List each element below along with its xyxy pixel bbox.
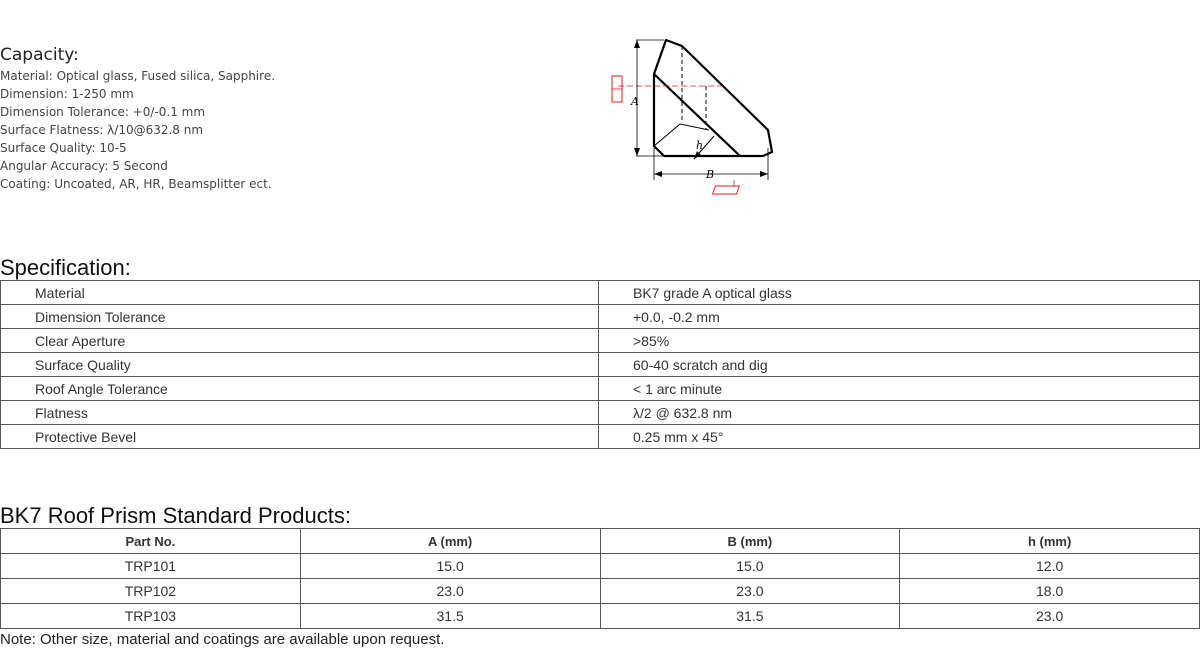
roof-prism-diagram bbox=[606, 36, 786, 198]
products-table bbox=[0, 528, 1200, 629]
capacity-section bbox=[0, 44, 560, 193]
spec-label: Clear Aperture bbox=[1, 329, 599, 353]
table-row bbox=[1, 377, 1200, 401]
header-a-mm: A (mm) bbox=[300, 529, 600, 554]
table-row bbox=[1, 604, 1200, 629]
table-row bbox=[1, 401, 1200, 425]
capacity-angular-accuracy: Angular Accuracy: 5 Second bbox=[0, 159, 168, 173]
part-no-cell: TRP103 bbox=[1, 604, 301, 629]
datum-marker-bottom bbox=[713, 186, 740, 194]
a-mm-cell: 23.0 bbox=[300, 579, 600, 604]
b-mm-cell: 31.5 bbox=[600, 604, 900, 629]
spec-label: Flatness bbox=[1, 401, 599, 425]
spec-value: 60-40 scratch and dig bbox=[599, 353, 1200, 377]
table-row bbox=[1, 579, 1200, 604]
table-row bbox=[1, 554, 1200, 579]
capacity-title: Capacity: bbox=[0, 45, 79, 65]
part-no-cell: TRP101 bbox=[1, 554, 301, 579]
spec-label: Protective Bevel bbox=[1, 425, 599, 449]
a-mm-cell: 31.5 bbox=[300, 604, 600, 629]
spec-value: < 1 arc minute bbox=[599, 377, 1200, 401]
b-mm-cell: 15.0 bbox=[600, 554, 900, 579]
spec-label: Material bbox=[1, 281, 599, 305]
capacity-dimension: Dimension: 1-250 mm bbox=[0, 87, 134, 101]
spec-value: +0.0, -0.2 mm bbox=[599, 305, 1200, 329]
capacity-surface-quality: Surface Quality: 10-5 bbox=[0, 141, 127, 155]
spec-label: Roof Angle Tolerance bbox=[1, 377, 599, 401]
capacity-material: Material: Optical glass, Fused silica, Sapphire. bbox=[0, 69, 276, 83]
diagram-label-h: h bbox=[696, 139, 704, 152]
h-mm-cell: 23.0 bbox=[900, 604, 1200, 629]
h-mm-cell: 12.0 bbox=[900, 554, 1200, 579]
capacity-dimension-tolerance: Dimension Tolerance: +0/-0.1 mm bbox=[0, 105, 206, 119]
specification-table bbox=[0, 280, 1200, 449]
b-mm-cell: 23.0 bbox=[600, 579, 900, 604]
header-h-mm: h (mm) bbox=[900, 529, 1200, 554]
capacity-coating: Coating: Uncoated, AR, HR, Beamsplitter ect. bbox=[0, 177, 272, 191]
header-part-no: Part No. bbox=[1, 529, 301, 554]
spec-label: Dimension Tolerance bbox=[1, 305, 599, 329]
spec-value: BK7 grade A optical glass bbox=[599, 281, 1200, 305]
specification-title: Specification: bbox=[0, 255, 131, 280]
spec-label: Surface Quality bbox=[1, 353, 599, 377]
availability-note: Note: Other size, material and coatings are available upon request. bbox=[0, 631, 445, 648]
table-row bbox=[1, 353, 1200, 377]
a-mm-cell: 15.0 bbox=[300, 554, 600, 579]
table-row bbox=[1, 281, 1200, 305]
spec-value: λ/2 @ 632.8 nm bbox=[599, 401, 1200, 425]
table-row bbox=[1, 425, 1200, 449]
spec-value: >85% bbox=[599, 329, 1200, 353]
part-no-cell: TRP102 bbox=[1, 579, 301, 604]
diagram-label-a: A bbox=[631, 95, 639, 108]
diagram-label-b: B bbox=[706, 168, 715, 181]
table-header-row bbox=[1, 529, 1200, 554]
products-title: BK7 Roof Prism Standard Products: bbox=[0, 503, 351, 528]
prism-outline bbox=[654, 40, 772, 156]
header-b-mm: B (mm) bbox=[600, 529, 900, 554]
roof-prism-drawing bbox=[606, 36, 786, 198]
table-row bbox=[1, 305, 1200, 329]
capacity-surface-flatness: Surface Flatness: λ/10@632.8 nm bbox=[0, 123, 204, 137]
spec-value: 0.25 mm x 45° bbox=[599, 425, 1200, 449]
table-row bbox=[1, 329, 1200, 353]
h-mm-cell: 18.0 bbox=[900, 579, 1200, 604]
